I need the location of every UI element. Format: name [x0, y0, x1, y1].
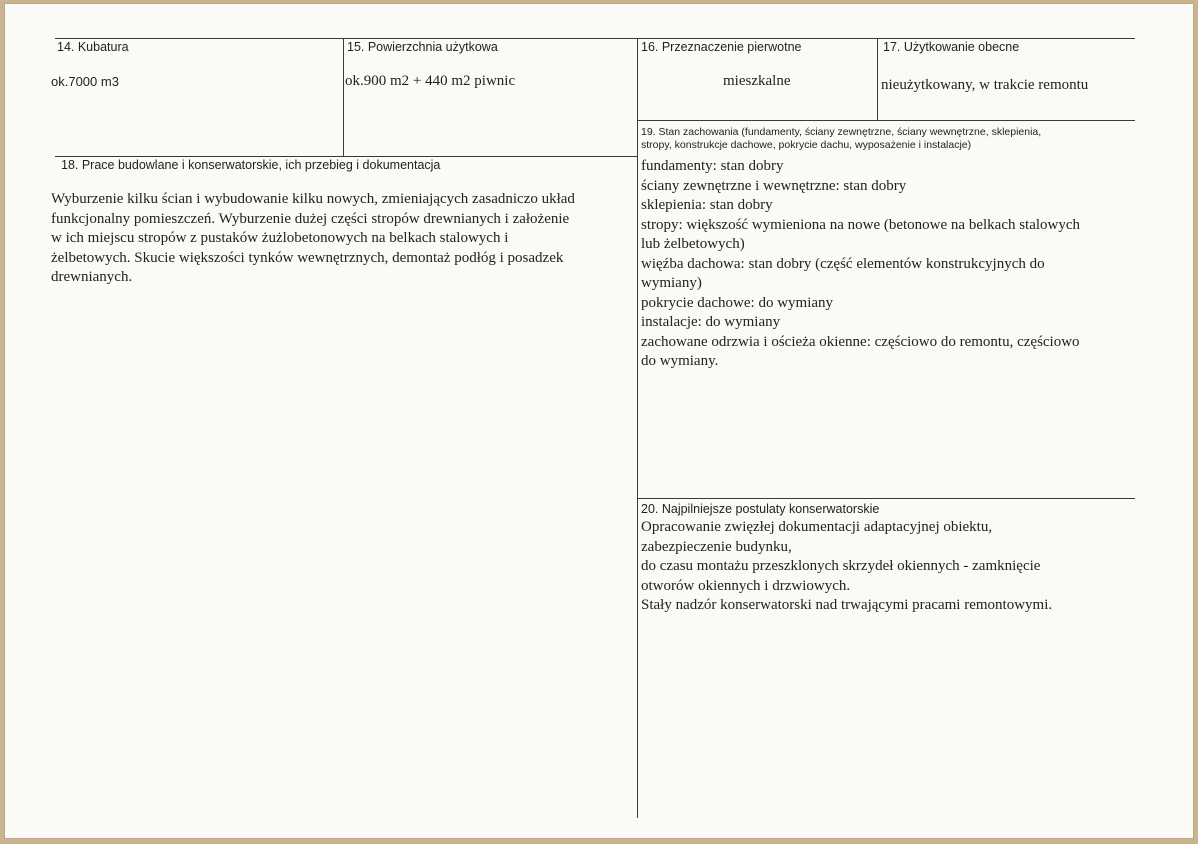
field-19-line: ściany zewnętrzne i wewnętrzne: stan dobry: [641, 177, 907, 194]
field-19-line: do wymiany.: [641, 353, 719, 369]
field-18-line: żelbetowych. Skucie większości tynków wewnętrznych, demontaż podłóg i posadzek: [51, 249, 564, 266]
field-20-line: Stały nadzór konserwatorski nad trwającymi pracami remontowymi.: [641, 597, 1053, 613]
rule-19-top: [637, 120, 1135, 121]
field-15-value: ok.900 m2 + 440 m2 piwnic: [345, 73, 516, 89]
form-sheet: [4, 3, 1194, 839]
field-19-text: [641, 157, 1080, 372]
divider-main: [637, 38, 638, 818]
field-20-text: [641, 518, 1052, 616]
field-19-line: sklepienia: stan dobry: [641, 197, 773, 213]
field-19-label: [641, 124, 1041, 154]
field-19-line: zachowane odrzwia i ościeża okienne: częściowo do remontu, częściowo: [641, 333, 1080, 350]
field-18-label: 18. Prace budowlane i konserwatorskie, ich przebieg i dokumentacja: [61, 158, 441, 172]
rule-18-top: [55, 156, 637, 157]
field-19-label-line: 19. Stan zachowania (fundamenty, ściany zewnętrzne, ściany wewnętrzne, sklepienia,: [641, 126, 1042, 138]
field-19-line: lub żelbetowych): [641, 236, 745, 252]
field-19-line: stropy: większość wymieniona na nowe (betonowe na belkach stalowych: [641, 216, 1081, 233]
field-20-line: Opracowanie zwięzłej dokumentacji adaptacyjnej obiektu,: [641, 519, 993, 535]
field-20-line: do czasu montażu przeszklonych skrzydeł okiennych - zamknięcie: [641, 558, 1041, 574]
field-19-line: fundamenty: stan dobry: [641, 158, 784, 174]
field-14-value: ok.7000 m3: [51, 74, 119, 89]
field-19-line: instalacje: do wymiany: [641, 314, 781, 330]
divider-16-17: [877, 38, 878, 120]
field-17-value: nieużytkowany, w trakcie remontu: [881, 77, 1089, 93]
rule-20-top: [637, 498, 1135, 499]
field-20-line: otworów okiennych i drzwiowych.: [641, 577, 851, 594]
field-18-line: w ich miejscu stropów z pustaków żużlobetonowych na belkach stalowych i: [51, 230, 509, 246]
field-20-label: 20. Najpilniejsze postulaty konserwatorskie: [641, 502, 880, 516]
field-18-line: Wyburzenie kilku ścian i wybudowanie kilku nowych, zmieniających zasadniczo układ: [51, 191, 575, 207]
field-16-value: mieszkalne: [723, 73, 791, 89]
field-16-label: 16. Przeznaczenie pierwotne: [641, 40, 802, 54]
field-17-label: 17. Użytkowanie obecne: [883, 40, 1020, 54]
field-18-line: funkcjonalny pomieszczeń. Wyburzenie dużej części stropów drewnianych i założenie: [51, 210, 570, 227]
field-18-line: drewnianych.: [51, 269, 133, 285]
field-15-label: 15. Powierzchnia użytkowa: [347, 40, 498, 54]
field-19-line: wymiany): [641, 275, 702, 291]
top-rule: [55, 38, 1135, 39]
field-19-line: pokrycie dachowe: do wymiany: [641, 294, 834, 311]
field-18-text: [51, 190, 575, 288]
field-14-label: 14. Kubatura: [57, 40, 129, 54]
divider-14-15: [343, 38, 344, 156]
field-19-line: więźba dachowa: stan dobry (część elementów konstrukcyjnych do: [641, 255, 1045, 272]
field-19-label-line: stropy, konstrukcje dachowe, pokrycie dachu, wyposażenie i instalacje): [641, 139, 972, 151]
field-20-line: zabezpieczenie budynku,: [641, 538, 792, 555]
